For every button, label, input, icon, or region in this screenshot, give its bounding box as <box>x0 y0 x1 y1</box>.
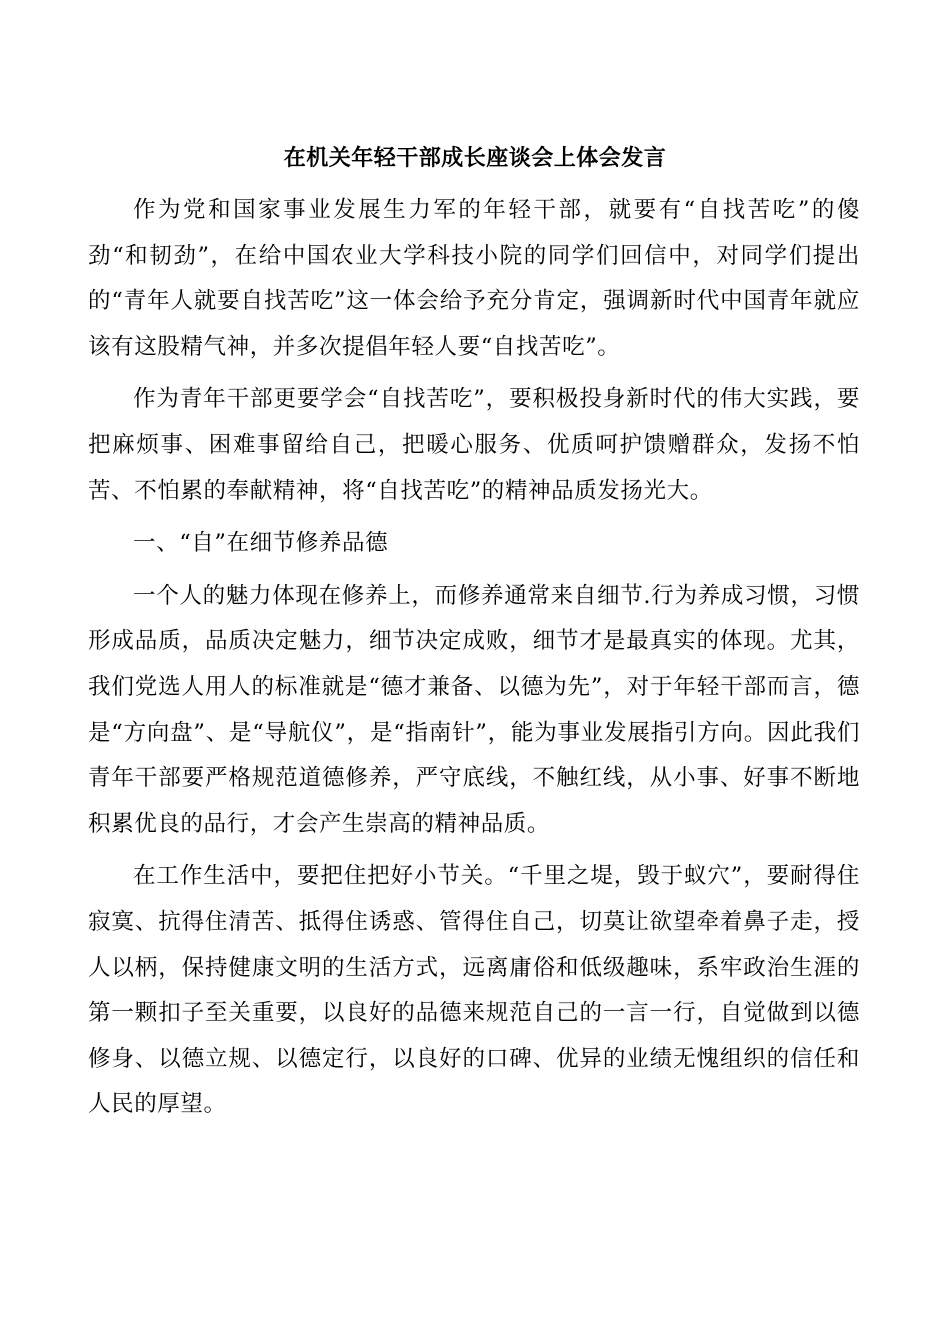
paragraph-youth-cadres: 作为青年干部更要学会“自找苦吃”，要积极投身新时代的伟大实践，要把麻烦事、困难事留给自己，把暖心服务、优质呵护馈赠群众，发扬不怕苦、不怕累的奉献精神，将“自找苦吃”的精神品质发扬光大。 <box>88 386 860 504</box>
section-heading-1: 一、“自”在细节修养品德 <box>133 530 389 557</box>
paragraph-cultivation: 一个人的魅力体现在修养上，而修养通常来自细节.行为养成习惯，习惯形成品质，品质决定魅力，细节决定成败，细节才是最真实的体现。尤其，我们党选人用人的标准就是“德才兼备、以德为先”，对于年轻干部而言，德是“方向盘”、是“导航仪”，是“指南针”，能为事业发展指引方向。因此我们青年干部要严格规范道德修养，严守底线，不触红线，从小事、好事不断地积累优良的品行，才会产生崇高的精神品质。 <box>88 582 860 837</box>
page-title: 在机关年轻干部成长座谈会上体会发言 <box>283 145 667 171</box>
paragraph-intro: 作为党和国家事业发展生力军的年轻干部，就要有“自找苦吃”的傻劲“和韧劲”，在给中国农业大学科技小院的同学们回信中，对同学们提出的“青年人就要自找苦吃”这一体会给予充分肯定，强调新时代中国青年就应该有这股精气神，并多次提倡年轻人要“自找苦吃”。 <box>88 197 860 360</box>
paragraph-work-life: 在工作生活中，要把住把好小节关。“千里之堤，毁于蚁穴”，要耐得住寂寞、抗得住清苦、抵得住诱惑、管得住自己，切莫让欲望牵着鼻子走，授人以柄，保持健康文明的生活方式，远离庸俗和低级趣味，系牢政治生涯的第一颗扣子至关重要，以良好的品德来规范自己的一言一行，自觉做到以德修身、以德立规、以德定行，以良好的口碑、优异的业绩无愧组织的信任和人民的厚望。 <box>88 863 860 1118</box>
document-body <box>88 188 860 1135</box>
